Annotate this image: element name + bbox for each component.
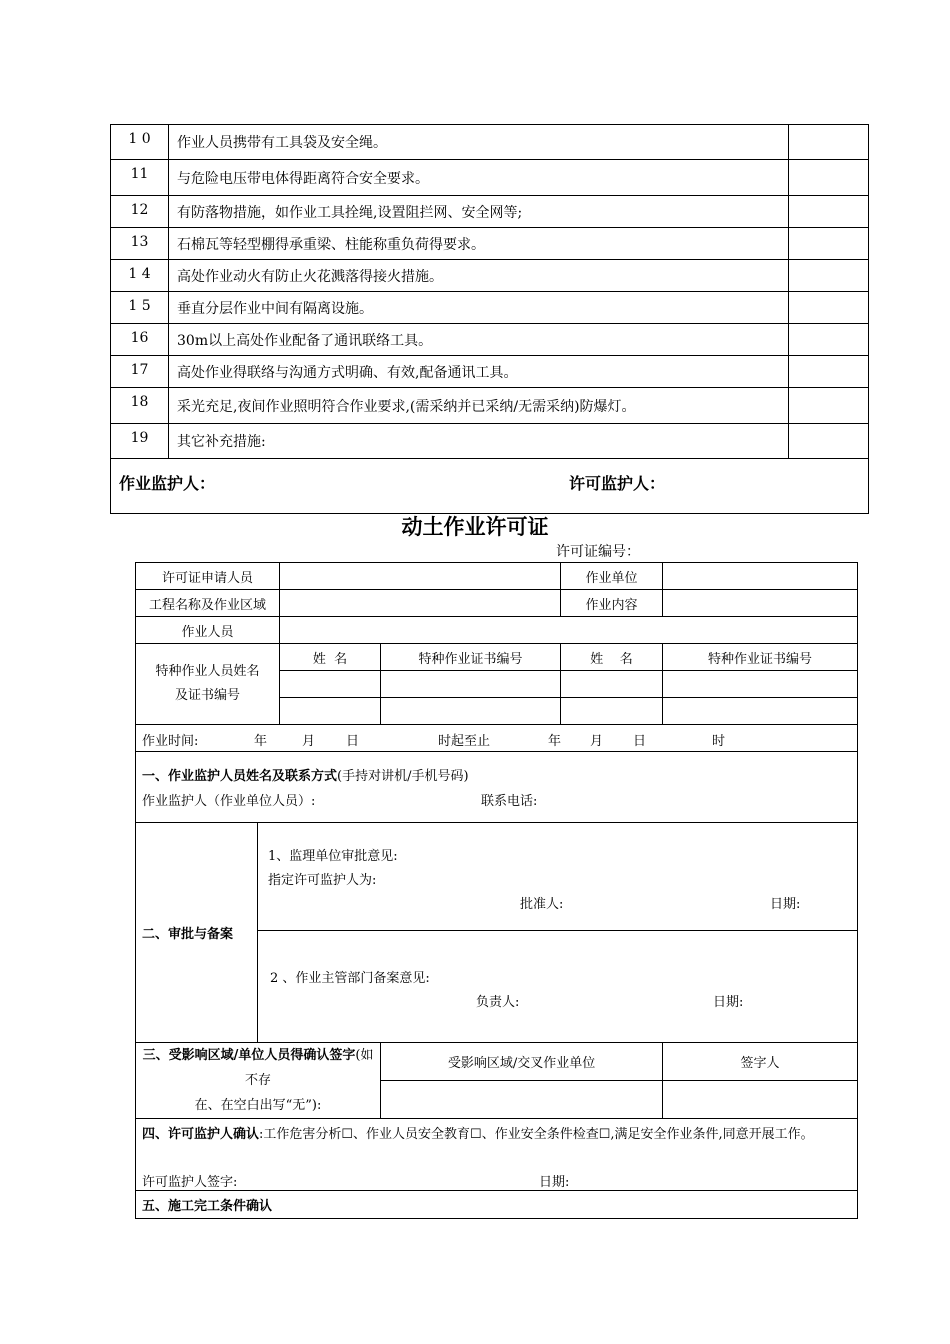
section4-title: 四、许可监护人确认 <box>142 1127 260 1142</box>
section1-phone: 联系电话: <box>481 794 538 809</box>
workers-value[interactable] <box>280 617 858 644</box>
time-hour2: 时 <box>712 734 726 749</box>
checklist-row-text: 高处作业得联络与沟通方式明确、有效,配备通讯工具。 <box>169 356 789 388</box>
row-section2a <box>136 823 858 931</box>
checklist-row-check[interactable] <box>789 324 869 356</box>
checklist-row <box>111 424 869 459</box>
time-from-to: 时起至止 <box>438 734 491 749</box>
section4-cell <box>136 1119 858 1191</box>
affected-area-header: 受影响区域/交叉作业单位 <box>381 1043 663 1081</box>
checklist-row-check[interactable] <box>789 228 869 260</box>
row-time <box>136 725 858 752</box>
section5-title: 五、施工完工条件确认 <box>136 1191 858 1219</box>
unit-label: 作业单位 <box>561 563 663 590</box>
row-project <box>136 590 858 617</box>
section1-cell <box>136 752 858 823</box>
row-section5 <box>136 1191 858 1219</box>
content-value[interactable] <box>663 590 858 617</box>
special-name-cell[interactable] <box>280 698 381 725</box>
designate-label: 指定许可监护人为: <box>268 873 377 888</box>
checklist-row-number: 1 4 <box>111 260 169 292</box>
checklist-row <box>111 260 869 292</box>
signer-value[interactable] <box>663 1081 858 1119</box>
checklist-signature-row <box>111 459 869 514</box>
permit-number-label: 许可证编号： <box>556 544 640 560</box>
section3-label-cell <box>136 1043 381 1119</box>
permit-title: 动土作业许可证 <box>401 515 549 539</box>
cert-header: 特种作业证书编号 <box>381 644 561 671</box>
work-time-cell[interactable] <box>136 725 858 752</box>
checklist-row-number: 13 <box>111 228 169 260</box>
checklist-table <box>110 124 869 514</box>
applicant-label: 许可证申请人员 <box>136 563 280 590</box>
special-cert-cell[interactable] <box>663 698 858 725</box>
checklist-row-text: 30m以上高处作业配备了通讯联络工具。 <box>169 324 789 356</box>
checklist-row-check[interactable] <box>789 292 869 324</box>
special-cert-cell[interactable] <box>663 671 858 698</box>
section4-text-block <box>142 1123 851 1147</box>
checklist-row-number: 18 <box>111 388 169 424</box>
row-section3-header <box>136 1043 858 1081</box>
filing-item2: 2 、作业主管部门备案意见: <box>270 971 430 986</box>
approver-label: 批准人: <box>520 897 564 912</box>
supervisor-label: 作业监护人： <box>119 474 216 493</box>
signer-header: 签字人 <box>663 1043 858 1081</box>
checklist-row <box>111 196 869 228</box>
project-label: 工程名称及作业区域 <box>136 590 280 617</box>
section4-text: :工作危害分析☐、作业人员安全教育☐、作业安全条件检查☐,满足安全作业条件,同意开展工作。 <box>259 1127 814 1142</box>
row-workers <box>136 617 858 644</box>
section3-note2: 在、在空白出写“无”): <box>194 1098 322 1113</box>
filing-date: 日期: <box>713 995 744 1010</box>
checklist-row-check[interactable] <box>789 388 869 424</box>
section2-approval-cell <box>258 823 858 931</box>
time-day2: 日 <box>633 734 647 749</box>
approval-item1: 1、监理单位审批意见: <box>268 849 398 864</box>
special-name-cell[interactable] <box>561 698 663 725</box>
checklist-row-number: 17 <box>111 356 169 388</box>
checklist-row-check[interactable] <box>789 125 869 160</box>
time-month2: 月 <box>590 734 604 749</box>
special-workers-label <box>136 644 280 725</box>
section2-title: 二、审批与备案 <box>136 823 258 1043</box>
checklist-row <box>111 228 869 260</box>
special-name-cell[interactable] <box>280 671 381 698</box>
checklist-row <box>111 292 869 324</box>
special-cert-cell[interactable] <box>381 671 561 698</box>
row-section1 <box>136 752 858 823</box>
approval-date: 日期: <box>770 897 801 912</box>
checklist-row-text: 有防落物措施，如作业工具拴绳,设置阻拦网、安全网等; <box>169 196 789 228</box>
checklist-row <box>111 356 869 388</box>
checklist-row-check[interactable] <box>789 424 869 459</box>
time-year2: 年 <box>548 734 562 749</box>
section1-note: (手持对讲机/手机号码) <box>337 769 469 784</box>
checklist-row-text: 垂直分层作业中间有隔离设施。 <box>169 292 789 324</box>
time-label: 作业时间: <box>142 734 199 749</box>
checklist-row-text: 与危险电压带电体得距离符合安全要求。 <box>169 160 789 196</box>
cert-header-2: 特种作业证书编号 <box>663 644 858 671</box>
special-label-line2: 及证书编号 <box>175 688 241 703</box>
name-header-2: 姓 名 <box>561 644 663 671</box>
name-header: 姓 名 <box>280 644 381 671</box>
checklist-row-check[interactable] <box>789 356 869 388</box>
checklist-row <box>111 125 869 160</box>
checklist-row-check[interactable] <box>789 196 869 228</box>
checklist-row-check[interactable] <box>789 260 869 292</box>
section3-title: 三、受影响区域/单位人员得确认签字 <box>142 1048 356 1063</box>
row-special-header <box>136 644 858 671</box>
special-label-line1: 特种作业人员姓名 <box>155 664 260 679</box>
checklist-row-number: 11 <box>111 160 169 196</box>
checklist-row-text: 采光充足,夜间作业照明符合作业要求,(需采纳并已采纳/无需采纳)防爆灯。 <box>169 388 789 424</box>
workers-label: 作业人员 <box>136 617 280 644</box>
time-day1: 日 <box>346 734 360 749</box>
row-applicant <box>136 563 858 590</box>
checklist-row-text: 作业人员携带有工具袋及安全绳。 <box>169 125 789 160</box>
checklist-row-text: 其它补充措施: <box>169 424 789 459</box>
checklist-row-number: 12 <box>111 196 169 228</box>
special-cert-cell[interactable] <box>381 698 561 725</box>
signature-cell <box>111 459 869 514</box>
section3-note1: (如不存 <box>245 1048 374 1088</box>
checklist-row-number: 16 <box>111 324 169 356</box>
checklist-row-number: 19 <box>111 424 169 459</box>
checklist-row-number: 1 5 <box>111 292 169 324</box>
checklist-row-text: 石棉瓦等轻型棚得承重梁、柱能称重负荷得要求。 <box>169 228 789 260</box>
section1-supervisor: 作业监护人（作业单位人员）: <box>142 794 316 809</box>
content-label: 作业内容 <box>561 590 663 617</box>
checklist-row <box>111 324 869 356</box>
time-year1: 年 <box>254 734 268 749</box>
checklist-row-text: 高处作业动火有防止火花溅落得接火措施。 <box>169 260 789 292</box>
permit-table <box>135 562 858 1219</box>
project-value[interactable] <box>280 590 561 617</box>
responsible-label: 负责人: <box>476 995 520 1010</box>
section2-filing-cell <box>258 931 858 1043</box>
unit-value[interactable] <box>663 563 858 590</box>
affected-area-value[interactable] <box>381 1081 663 1119</box>
section1-title: 一、作业监护人员姓名及联系方式 <box>142 769 338 784</box>
time-month1: 月 <box>302 734 316 749</box>
checklist-row <box>111 388 869 424</box>
checklist-body <box>111 125 869 459</box>
checklist-row <box>111 160 869 196</box>
applicant-value[interactable] <box>280 563 561 590</box>
checklist-row-number: 1 0 <box>111 125 169 160</box>
section4-date: 日期: <box>539 1175 570 1190</box>
special-name-cell[interactable] <box>561 671 663 698</box>
checklist-row-check[interactable] <box>789 160 869 196</box>
section4-sign: 许可监护人签字: <box>142 1175 238 1190</box>
row-section4 <box>136 1119 858 1191</box>
permit-supervisor-label: 许可监护人： <box>569 474 666 493</box>
section1-heading <box>142 765 469 784</box>
